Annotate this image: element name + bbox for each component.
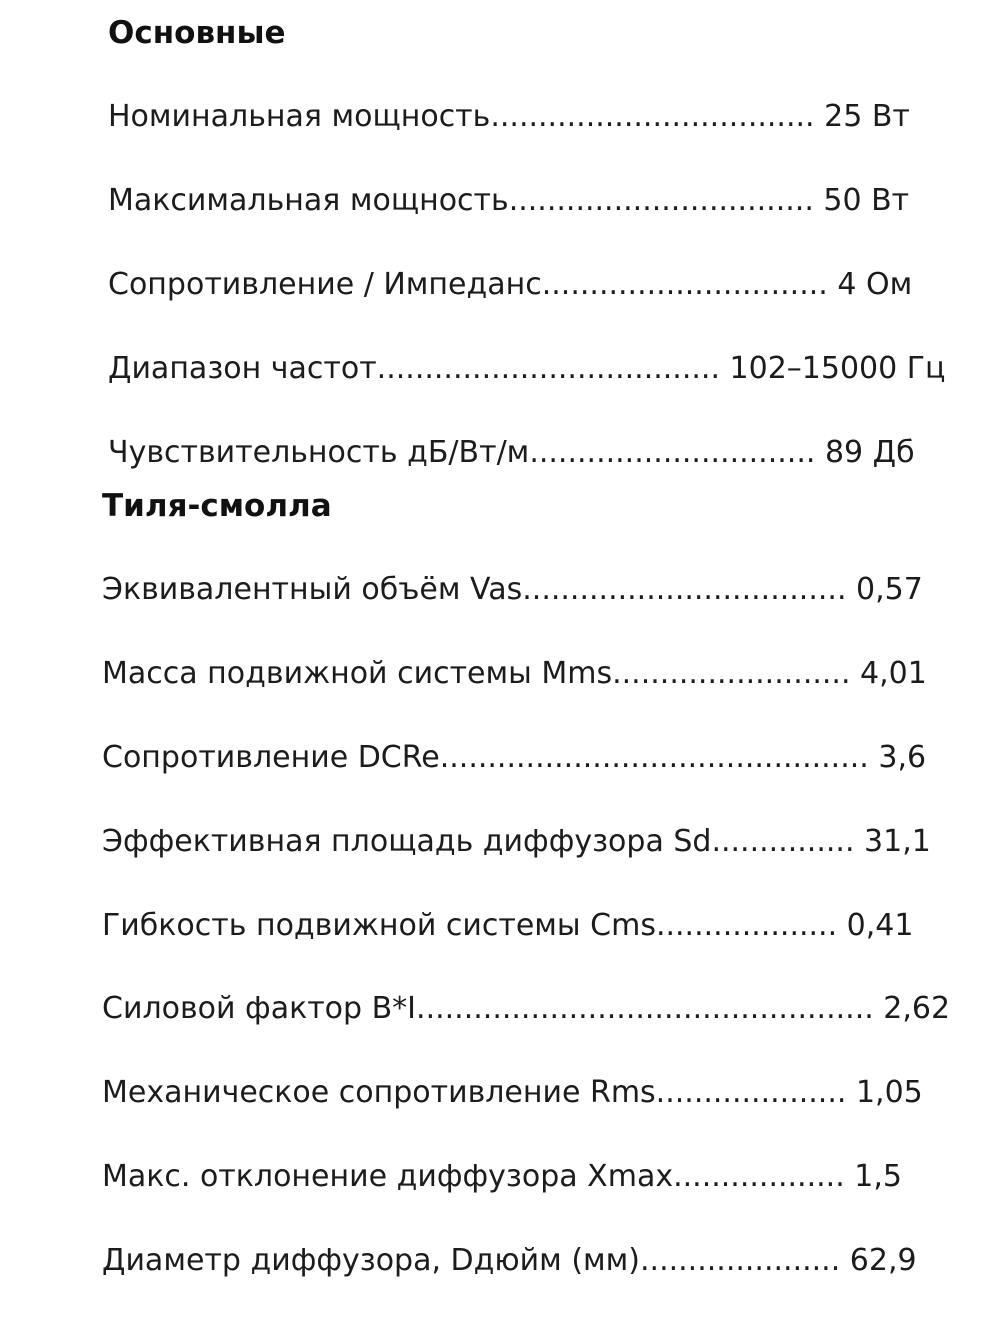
spec-row-sd: Эффективная площадь диффузора Sd............... 31,1: [102, 824, 931, 859]
spec-row-rated-power: Номинальная мощность.................................. 25 Вт: [108, 99, 910, 134]
spec-row-impedance: Сопротивление / Импеданс.............................. 4 Ом: [108, 267, 913, 302]
spec-row-diameter: Диаметр диффузора, Dдюйм (мм)..................... 62,9: [102, 1243, 917, 1278]
spec-row-max-power: Максимальная мощность................................ 50 Вт: [108, 183, 910, 218]
section-heading-thiele-small: Тиля-смолла: [102, 488, 332, 524]
spec-row-bl: Силовой фактор B*I................................................ 2,62: [102, 991, 951, 1026]
section-heading-main: Основные: [108, 15, 286, 51]
spec-row-vas: Эквивалентный объём Vas.................................. 0,57: [102, 572, 923, 607]
spec-row-mms: Масса подвижной системы Mms......................... 4,01: [102, 656, 927, 691]
spec-row-sensitivity: Чувствительность дБ/Вт/м.............................. 89 Дб: [108, 435, 915, 470]
spec-row-cms: Гибкость подвижной системы Cms................... 0,41: [102, 908, 914, 943]
spec-row-frequency: Диапазон частот.................................... 102–15000 Гц: [108, 351, 946, 386]
spec-row-rms: Механическое сопротивление Rms.................... 1,05: [102, 1075, 923, 1110]
spec-row-dcre: Сопротивление DCRe............................................. 3,6: [102, 740, 927, 775]
spec-row-xmax: Макс. отклонение диффузора Xmax.................. 1,5: [102, 1159, 902, 1194]
